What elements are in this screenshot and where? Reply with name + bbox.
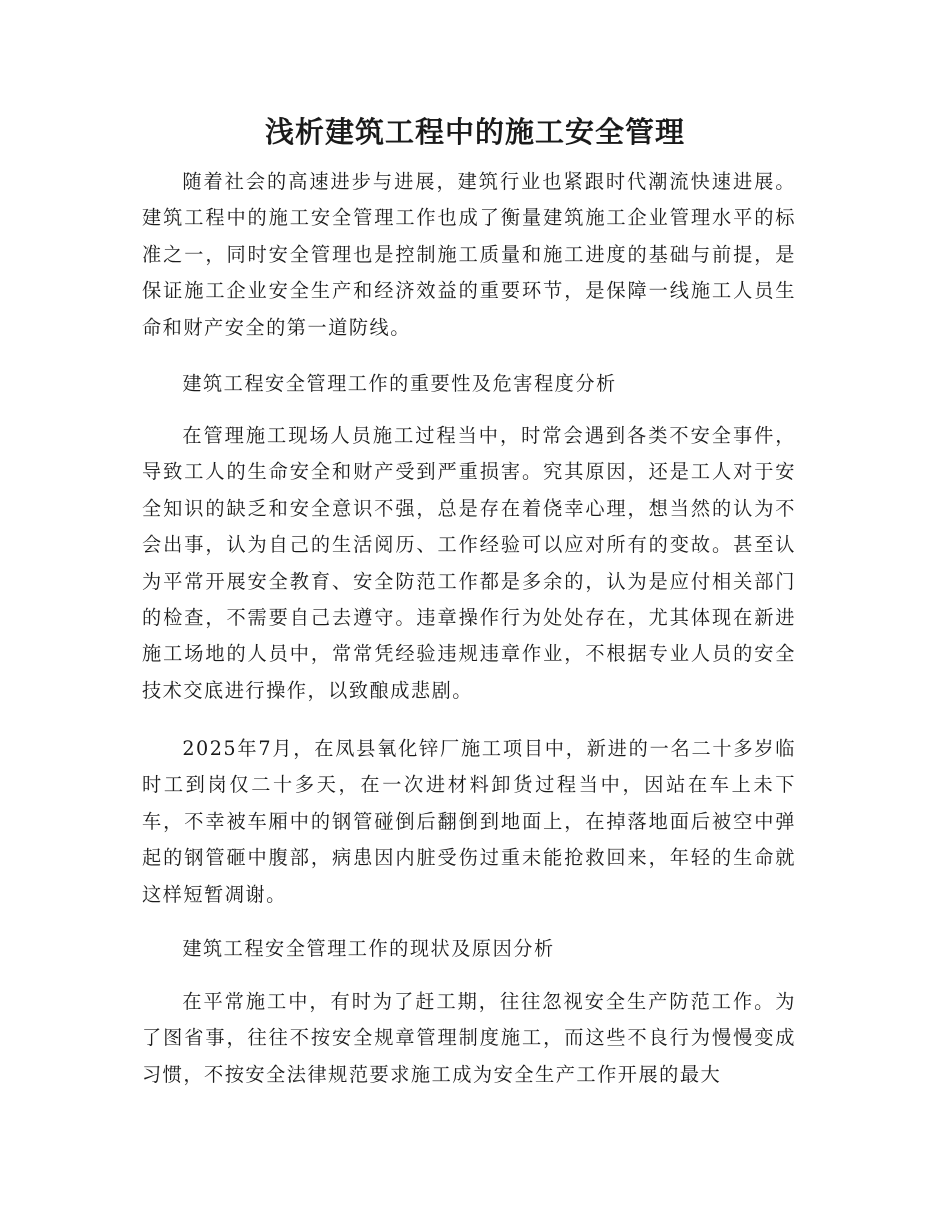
paragraph-intro: 随着社会的高速进步与进展，建筑行业也紧跟时代潮流快速进展。建筑工程中的施工安全管理工作也成了衡量建筑施工企业管理水平的标准之一，同时安全管理也是控制施工质量和施工进度的基础与前提，是保证施工企业安全生产和经济效益的重要环节，是保障一线施工人员生命和财产安全的第一道防线。 <box>142 170 796 339</box>
paragraph-status: 在平常施工中，有时为了赶工期，往往忽视安全生产防范工作。为了图省事，往往不按安全规章管理制度施工，而这些不良行为慢慢变成习惯，不按安全法律规范要求施工成为安全生产工作开展的最大 <box>142 990 796 1086</box>
document-title: 浅析建筑工程中的施工安全管理 <box>264 115 685 149</box>
paragraph-importance: 在管理施工现场人员施工过程当中，时常会遇到各类不安全事件，导致工人的生命安全和财产受到严重损害。究其原因，还是工人对于安全知识的缺乏和安全意识不强，总是存在着侥幸心理，想当然的认为不会出事，认为自己的生活阅历、工作经验可以应对所有的变故。甚至认为平常开展安全教育、安全防范工作都是多余的，认为是应付相关部门的检查，不需要自己去遵守。违章操作行为处处存在，尤其体现在新进施工场地的人员中，常常凭经验违规违章作业，不根据专业人员的安全技术交底进行操作，以致酿成悲剧。 <box>142 424 796 702</box>
section-heading-status: 建筑工程安全管理工作的现状及原因分析 <box>182 937 555 960</box>
section-heading-importance: 建筑工程安全管理工作的重要性及危害程度分析 <box>182 372 617 395</box>
paragraph-incident: 2025年7月，在凤县氧化锌厂施工项目中，新进的一名二十多岁临时工到岗仅二十多天，在一次进材料卸货过程当中，因站在车上未下车，不幸被车厢中的钢管碰倒后翻倒到地面上，在掉落地面后被空中弹起的钢管砸中腹部，病患因内脏受伤过重未能抢救回来，年轻的生命就这样短暂凋谢。 <box>142 737 796 906</box>
